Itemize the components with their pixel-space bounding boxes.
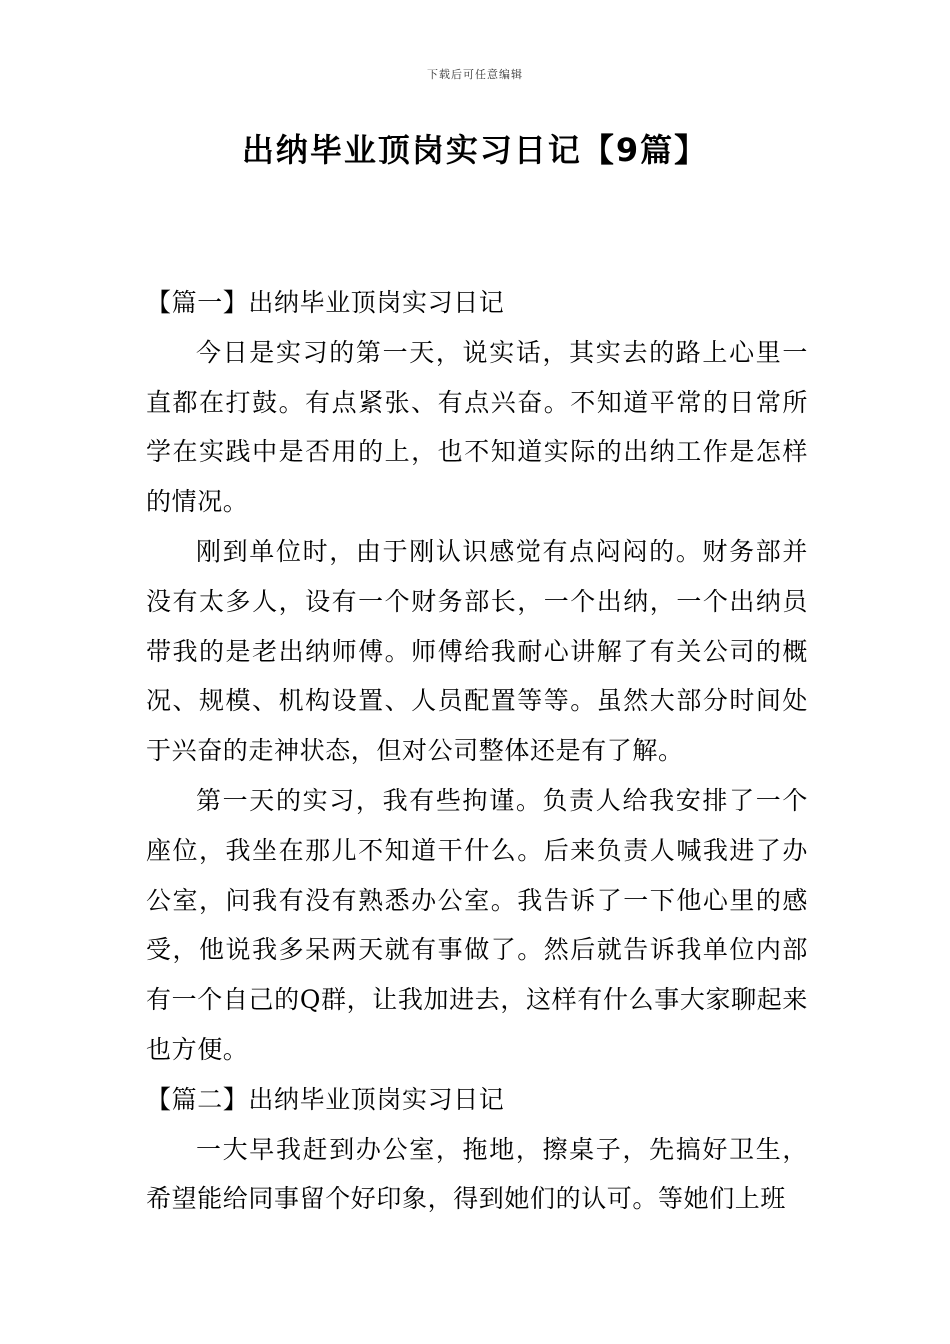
document-title: 出纳毕业顶岗实习日记【9篇】	[241, 131, 709, 169]
document-body	[146, 278, 808, 1224]
section-heading: 【篇一】出纳毕业顶岗实习日记	[146, 288, 505, 317]
section-2	[146, 1075, 808, 1224]
paragraph: 刚到单位时，由于刚认识感觉有点闷闷的。财务部并没有太多人，设有一个财务部长，一个出纳，一个出纳员带我的是老出纳师傅。师傅给我耐心讲解了有关公司的概况、规模、机构设置、人员配置等等。虽然大部分时间处于兴奋的走神状态，但对公司整体还是有了解。	[146, 536, 808, 766]
section-heading: 【篇二】出纳毕业顶岗实习日记	[146, 1084, 505, 1114]
paragraph: 第一天的实习，我有些拘谨。负责人给我安排了一个座位，我坐在那儿不知道干什么。后来负责人喊我进了办公室，问我有没有熟悉办公室。我告诉了一下他心里的感受，他说我多呆两天就有事做了。然后就告诉我单位内部有一个自己的Q群，让我加进去，这样有什么事大家聊起来也方便。	[146, 785, 808, 1064]
paragraph: 今日是实习的第一天，说实话，其实去的路上心里一直都在打鼓。有点紧张、有点兴奋。不知道平常的日常所学在实践中是否用的上，也不知道实际的出纳工作是怎样的情况。	[146, 337, 808, 517]
paragraph: 一大早我赶到办公室，拖地，擦桌子，先搞好卫生，希望能给同事留个好印象，得到她们的认可。等她们上班	[146, 1134, 808, 1214]
section-1	[146, 278, 808, 1075]
header-note: 下载后可任意编辑	[427, 68, 523, 81]
